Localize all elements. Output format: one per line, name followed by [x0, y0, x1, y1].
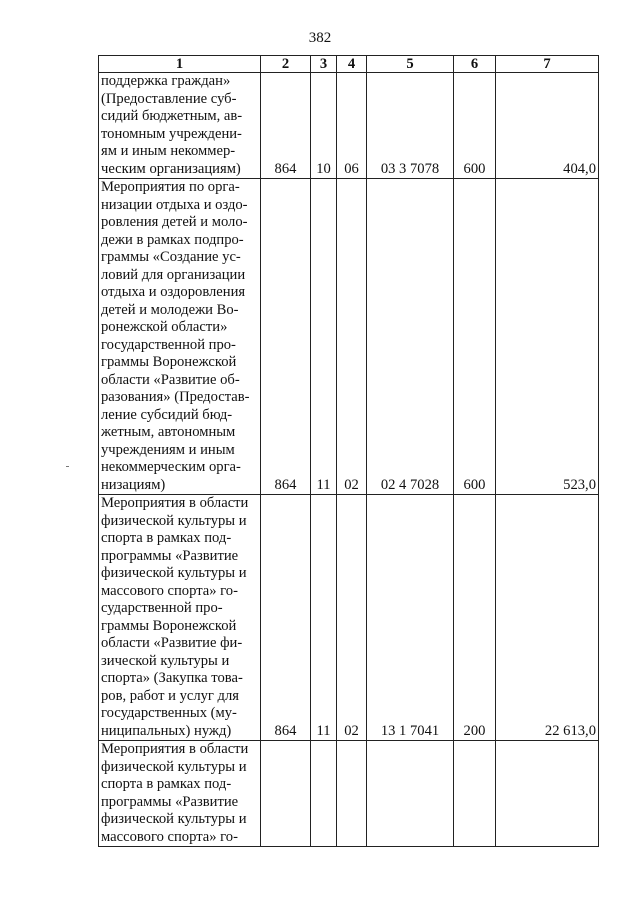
ministry-code: 864 — [261, 495, 311, 741]
ministry-code — [261, 741, 311, 847]
section-code: 10 — [311, 73, 337, 179]
target-article-code: 02 4 7028 — [367, 179, 454, 495]
column-header: 1 — [99, 56, 261, 73]
amount-value: 404,0 — [496, 73, 599, 179]
table-row — [99, 179, 599, 495]
budget-table — [98, 55, 599, 847]
table-header-row — [99, 56, 599, 73]
column-header: 4 — [337, 56, 367, 73]
column-header: 5 — [367, 56, 454, 73]
page-number: 382 — [308, 30, 332, 46]
target-article-code: 13 1 7041 — [367, 495, 454, 741]
ministry-code: 864 — [261, 73, 311, 179]
row-description: Мероприятия в области физической культуры и спорта в рамках под- программы «Развитие физической культуры и массового спорта» го- сударственной про- граммы Воронежской области «Развитие фи- зической культуры и спорта» (Закупка това- ров, работ и услуг для государственных (му- ниципальных) нужд) — [99, 495, 261, 741]
column-header: 6 — [454, 56, 496, 73]
section-code: 11 — [311, 179, 337, 495]
expense-type-code — [454, 741, 496, 847]
target-article-code — [367, 741, 454, 847]
row-description: поддержка граждан» (Предоставление суб- сидий бюджетным, ав- тономным учреждени- ям и иным некоммер- ческим организациям) — [99, 73, 261, 179]
table-row — [99, 741, 599, 847]
subsection-code — [337, 741, 367, 847]
scan-speck — [66, 466, 69, 467]
amount-value: 22 613,0 — [496, 495, 599, 741]
row-description: Мероприятия по орга- низации отдыха и оздо- ровления детей и моло- дежи в рамках подпро- граммы «Создание ус- ловий для организации отдыха и оздоровления детей и молодежи Во- ронежской области» государственной про- граммы Воронежской области «Развитие об- разования» (Предостав- ление субсидий бюд- жетным, автономным учреждениям и иным некоммерческим орга- низациям) — [99, 179, 261, 495]
table-row — [99, 495, 599, 741]
amount-value — [496, 741, 599, 847]
expense-type-code: 600 — [454, 179, 496, 495]
subsection-code: 02 — [337, 179, 367, 495]
subsection-code: 02 — [337, 495, 367, 741]
row-description: Мероприятия в области физической культуры и спорта в рамках под- программы «Развитие физической культуры и массового спорта» го- — [99, 741, 261, 847]
column-header: 3 — [311, 56, 337, 73]
table-row — [99, 73, 599, 179]
subsection-code: 06 — [337, 73, 367, 179]
expense-type-code: 600 — [454, 73, 496, 179]
target-article-code: 03 3 7078 — [367, 73, 454, 179]
column-header: 2 — [261, 56, 311, 73]
amount-value: 523,0 — [496, 179, 599, 495]
section-code — [311, 741, 337, 847]
ministry-code: 864 — [261, 179, 311, 495]
column-header: 7 — [496, 56, 599, 73]
section-code: 11 — [311, 495, 337, 741]
expense-type-code: 200 — [454, 495, 496, 741]
